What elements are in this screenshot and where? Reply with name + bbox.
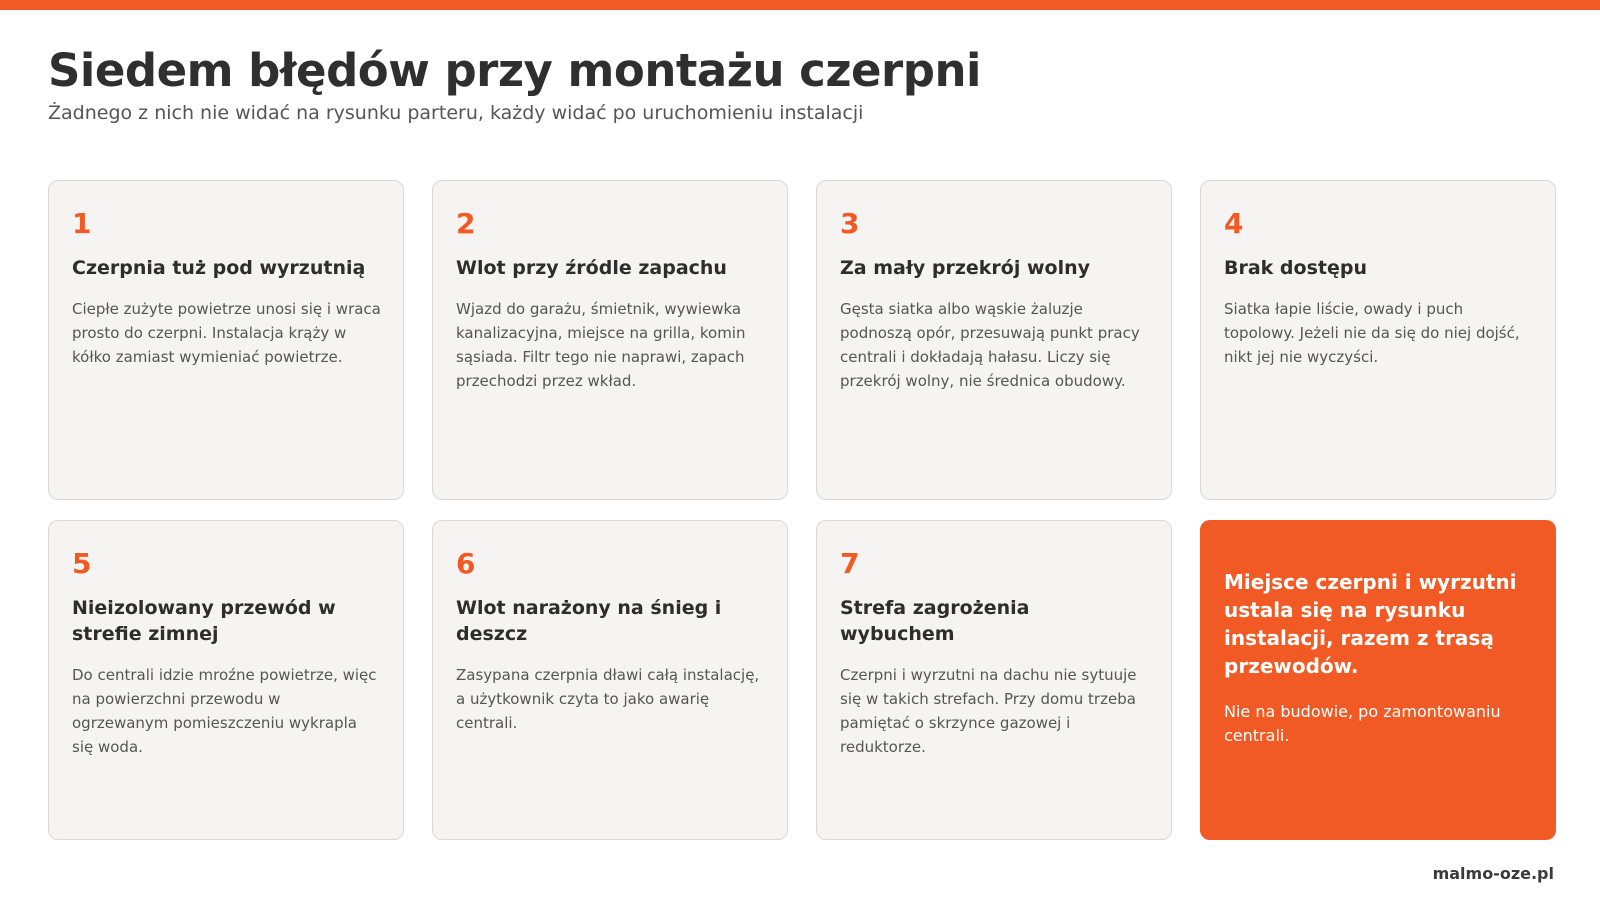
card-number: 3	[840, 207, 860, 240]
mistake-card-7	[816, 520, 1172, 840]
card-number: 2	[456, 207, 476, 240]
mistake-card-4	[1200, 180, 1556, 500]
card-number: 1	[72, 207, 92, 240]
card-title: Wlot przy źródle zapachu	[456, 257, 727, 279]
card-text: Zasypana czerpnia dławi całą instalację, a użytkownik czyta to jako awarię centrali.	[456, 666, 760, 732]
card-title: Za mały przekrój wolny	[840, 257, 1091, 279]
summary-callout	[1200, 520, 1556, 840]
card-text: Czerpni i wyrzutni na dachu nie sytuuje się w takich strefach. Przy domu trzeba pamiętać o skrzynce gazowej i reduktorze.	[840, 666, 1137, 756]
mistake-card-2	[432, 180, 788, 500]
page-title: Siedem błędów przy montażu czerpni	[48, 44, 981, 97]
card-text: Siatka łapie liście, owady i puch topolowy. Jeżeli nie da się do niej dojść, nikt jej nie wyczyści.	[1224, 300, 1520, 366]
card-number: 6	[456, 547, 476, 580]
page-subtitle: Żadnego z nich nie widać na rysunku parteru, każdy widać po uruchomieniu instalacji	[48, 102, 864, 124]
card-title: Strefa zagrożenia wybuchem	[840, 597, 1030, 645]
card-text: Do centrali idzie mroźne powietrze, więc na powierzchni przewodu w ogrzewanym pomieszczeniu wykrapla się woda.	[72, 666, 377, 756]
card-text: Gęsta siatka albo wąskie żaluzje podnoszą opór, przesuwają punkt pracy centrali i dokładają hałasu. Liczy się przekrój wolny, nie średnica obudowy.	[840, 300, 1140, 390]
mistake-card-1	[48, 180, 404, 500]
card-number: 5	[72, 547, 92, 580]
mistake-card-3	[816, 180, 1172, 500]
card-text: Ciepłe zużyte powietrze unosi się i wraca prosto do czerpni. Instalacja krąży w kółko zamiast wymieniać powietrze.	[72, 300, 381, 366]
card-title: Czerpnia tuż pod wyrzutnią	[72, 257, 366, 279]
callout-title: Miejsce czerpni i wyrzutni ustala się na rysunku instalacji, razem z trasą przewodów.	[1224, 570, 1517, 678]
mistake-card-5	[48, 520, 404, 840]
card-title: Brak dostępu	[1224, 257, 1367, 279]
card-title: Wlot narażony na śnieg i deszcz	[456, 597, 722, 645]
card-number: 4	[1224, 207, 1244, 240]
mistake-card-6	[432, 520, 788, 840]
top-accent-bar	[0, 0, 1600, 10]
card-number: 7	[840, 547, 860, 580]
footer-site-url: malmo-oze.pl	[1432, 864, 1554, 883]
callout-text: Nie na budowie, po zamontowaniu centrali.	[1224, 702, 1501, 745]
mistakes-grid	[48, 180, 1556, 840]
card-title: Nieizolowany przewód w strefie zimnej	[72, 597, 336, 645]
card-text: Wjazd do garażu, śmietnik, wywiewka kanalizacyjna, miejsce na grilla, komin sąsiada. Filtr tego nie naprawi, zapach przechodzi przez wkład.	[456, 300, 746, 390]
